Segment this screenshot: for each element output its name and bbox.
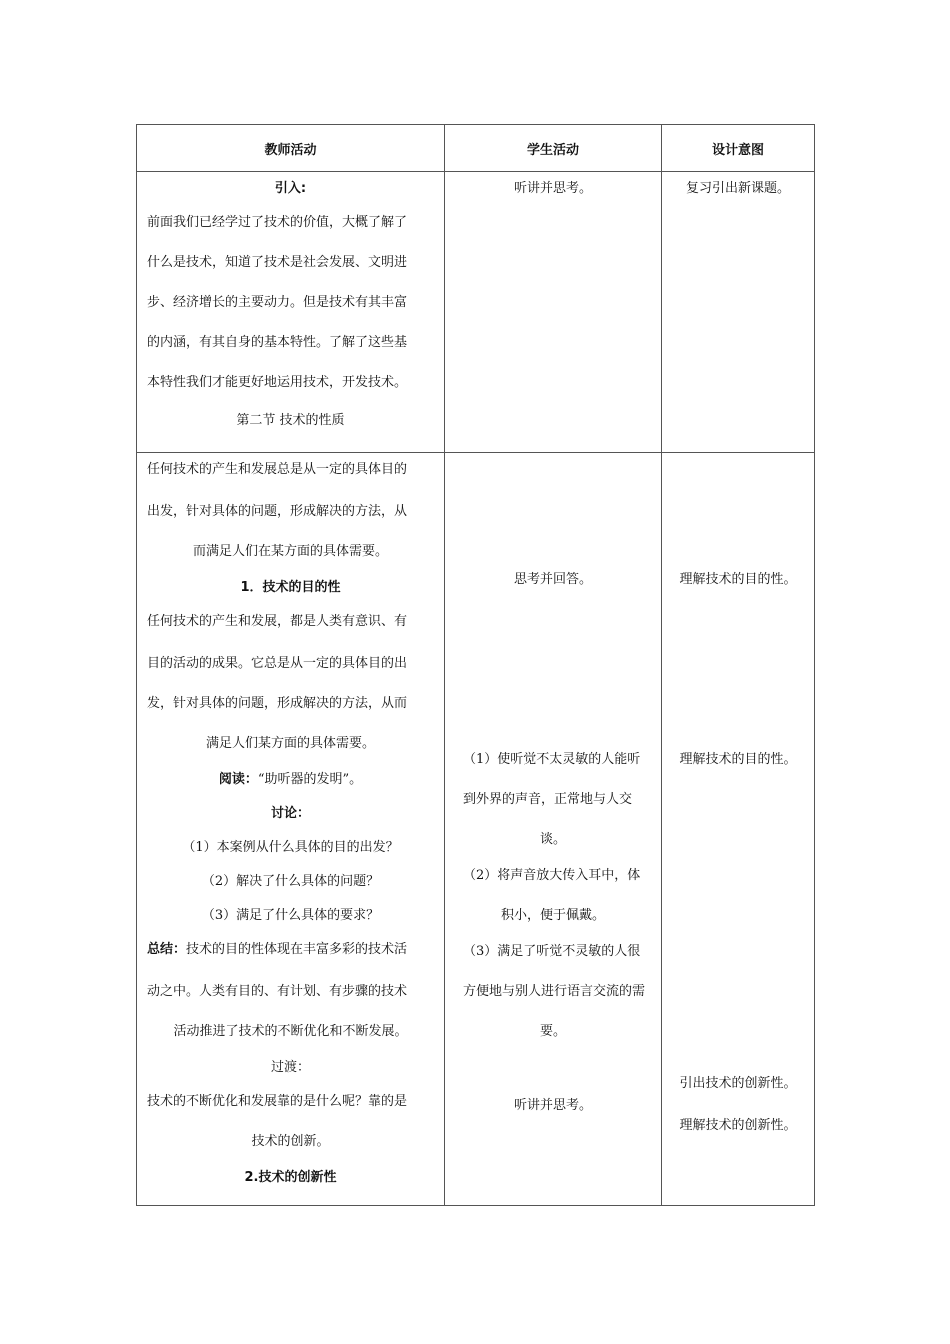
summary-line [137,941,444,959]
answer-line: 谈。 [539,832,566,847]
answer-line: （2）将声音放大传入耳中，体 [463,868,641,883]
answer-line: 到外界的声音，正常地与人交 [463,792,633,807]
header-teacher-activity: 教师活动 [137,125,445,172]
student-listen: 听讲并思考。 [513,1098,592,1113]
answer-line: 方便地与别人进行语言交流的需 [463,984,646,999]
body-intent-cell [662,453,815,1206]
intro-intent-cell [662,172,815,453]
question-item: （1）本案例从什么具体的目的出发？ [182,840,399,855]
text-line: 任何技术的产生和发展，都是人类有意识、有 [147,614,408,629]
table-header-row [137,125,815,172]
body-teacher-cell [137,453,445,1206]
text-line: 出发，针对具体的问题，形成解决的方法，从 [147,504,408,519]
text-line: 活动推进了技术的不断优化和不断发展。 [173,1024,408,1039]
question-item: （2）解决了什么具体的问题？ [201,874,380,889]
intro-line: 步、经济增长的主要动力。但是技术有其丰富 [147,295,408,310]
discussion-heading: 讨论： [270,806,310,821]
reading-text: “助听器的发明”。 [257,772,363,787]
purpose-heading: 1．技术的目的性 [240,580,341,595]
reading-line [137,771,444,789]
summary-label: 总结： [147,942,187,957]
intent-innovation: 理解技术的创新性。 [679,1118,797,1133]
header-design-intent: 设计意图 [662,125,815,172]
intro-line: 的内涵，有其自身的基本特性。了解了这些基 [147,335,408,350]
answer-line: 积小，便于佩戴。 [500,908,605,923]
text-line: 技术的不断优化和发展靠的是什么呢？靠的是 [147,1094,408,1109]
intent-purpose: 理解技术的目的性。 [679,752,797,767]
intent-purpose: 理解技术的目的性。 [679,572,797,587]
reading-label: 阅读： [218,772,258,787]
answer-line: （3）满足了听觉不灵敏的人很 [463,944,641,959]
header-student-activity: 学生活动 [445,125,662,172]
text-line: 技术的创新。 [251,1134,330,1149]
summary-first: 技术的目的性体现在丰富多彩的技术活 [186,942,408,957]
transition-label: 过渡： [270,1060,310,1075]
intro-line: 什么是技术，知道了技术是社会发展、文明进 [147,255,408,270]
text-line: 发，针对具体的问题，形成解决的方法，从而 [147,696,408,711]
table-row [137,453,815,1206]
intent-innovation: 引出技术的创新性。 [679,1076,797,1091]
intro-line: 前面我们已经学过了技术的价值，大概了解了 [147,215,408,230]
answer-line: （1）使听觉不太灵敏的人能听 [463,752,641,767]
intro-student-cell [445,172,662,453]
intro-teacher-cell [137,172,445,453]
answer-line: 要。 [539,1024,566,1039]
question-item: （3）满足了什么具体的要求？ [201,908,380,923]
lesson-plan-table [136,124,815,1206]
intent-review: 复习引出新课题。 [685,181,790,196]
intro-line: 本特性我们才能更好地运用技术，开发技术。 [147,375,408,390]
table-row [137,172,815,453]
text-line: 任何技术的产生和发展总是从一定的具体目的 [147,462,408,477]
intro-heading: 引入: [274,181,307,196]
student-listen: 听讲并思考。 [513,181,592,196]
text-line: 动之中。人类有目的、有计划、有步骤的技术 [147,984,408,999]
text-line: 满足人们某方面的具体需要。 [205,736,375,751]
student-think-answer: 思考并回答。 [513,572,592,587]
text-line: 目的活动的成果。它总是从一定的具体目的出 [147,656,408,671]
section-title: 第二节 技术的性质 [236,413,345,428]
text-line: 而满足人们在某方面的具体需要。 [192,544,388,559]
body-student-cell [445,453,662,1206]
innovation-heading: 2.技术的创新性 [244,1170,337,1185]
